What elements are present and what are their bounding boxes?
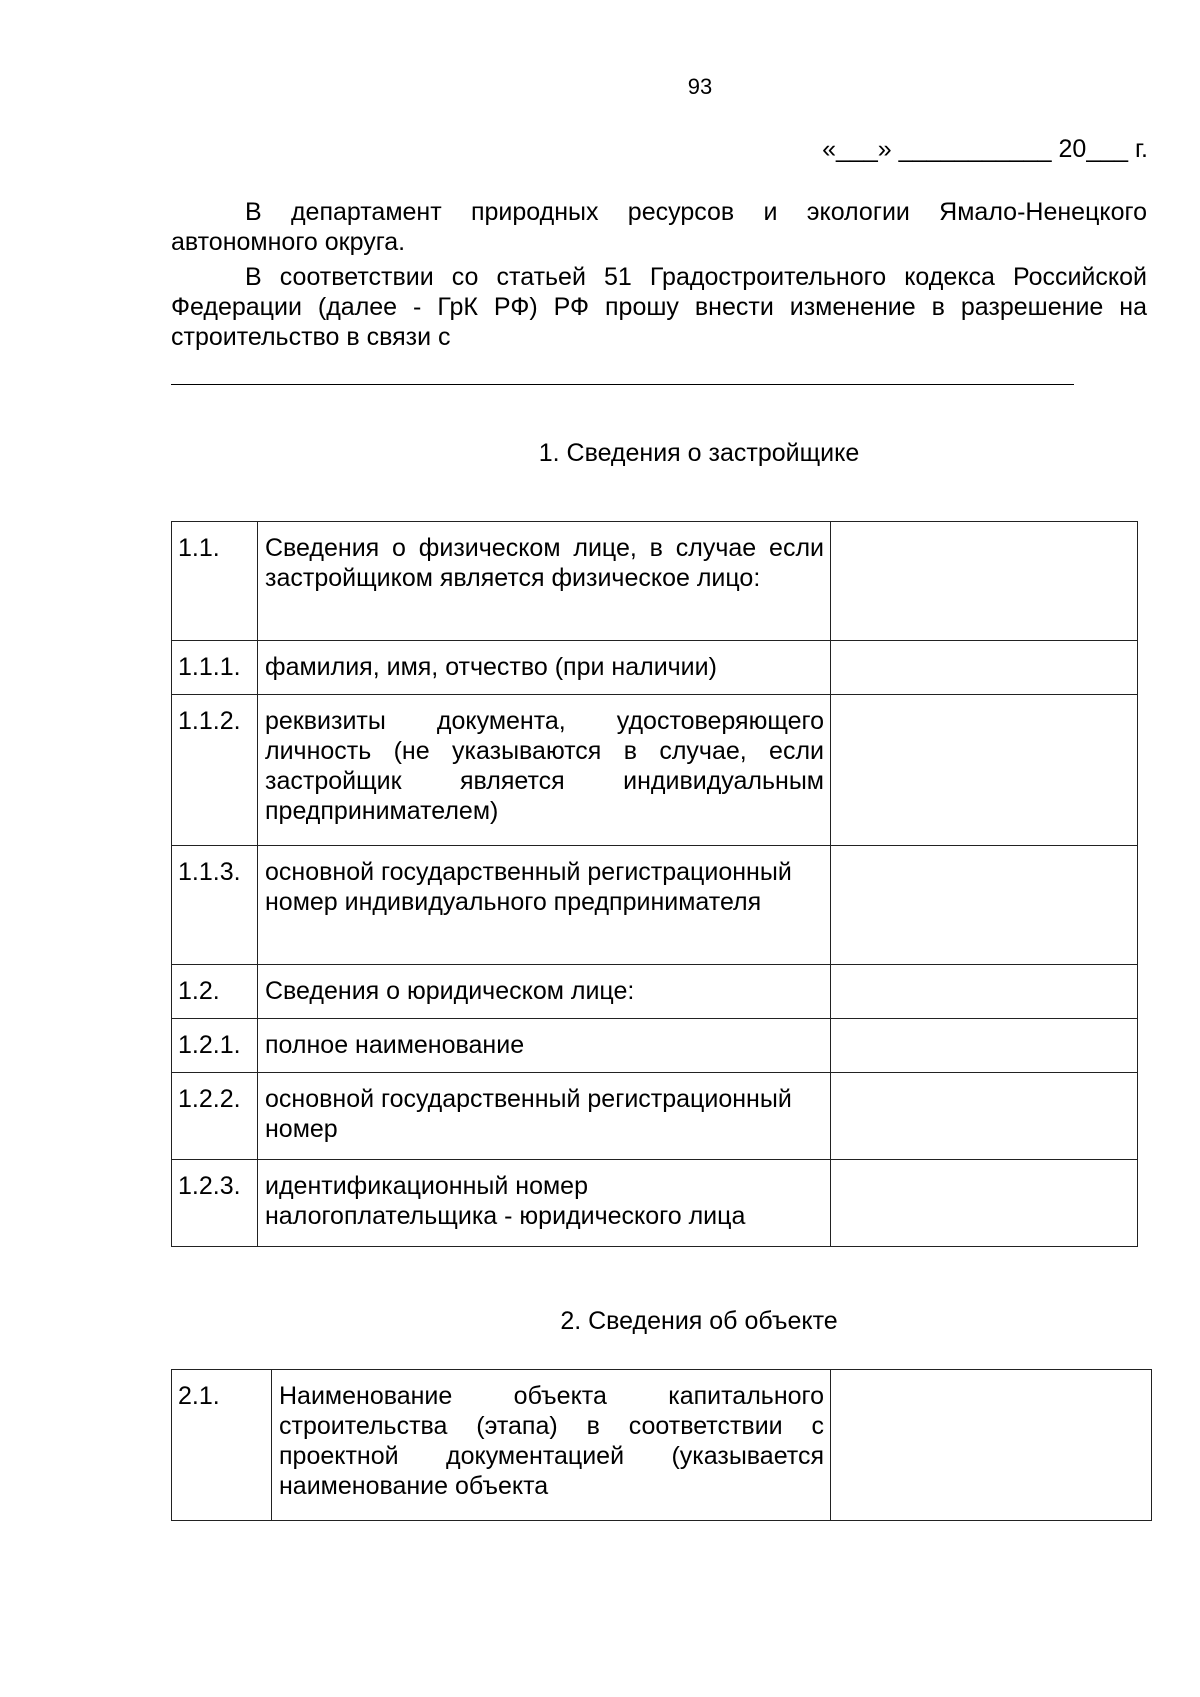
value-cell[interactable]	[831, 522, 1138, 641]
row-number: 1.2.	[172, 965, 258, 1019]
value-cell[interactable]	[831, 1019, 1138, 1073]
row-number: 2.1.	[172, 1370, 272, 1521]
row-number: 1.1.3.	[172, 846, 258, 965]
table-row	[172, 846, 1138, 965]
table-row	[172, 641, 1138, 695]
value-cell[interactable]	[831, 695, 1138, 846]
table-row	[172, 522, 1138, 641]
row-number: 1.1.2.	[172, 695, 258, 846]
section-2-title: 2. Сведения об объекте	[560, 1307, 838, 1335]
row-number: 1.2.3.	[172, 1160, 258, 1247]
value-cell[interactable]	[831, 1160, 1138, 1247]
row-number: 1.2.2.	[172, 1073, 258, 1160]
row-label: реквизиты документа, удостоверяющего личность (не указываются в случае, если застройщик является индивидуальным предпринимателем)	[258, 695, 831, 846]
developer-info-table	[171, 521, 1138, 1247]
row-label: основной государственный регистрационный номер	[258, 1073, 831, 1160]
date-line: «___» ___________ 20___ г.	[822, 135, 1148, 163]
row-number: 1.2.1.	[172, 1019, 258, 1073]
value-cell[interactable]	[831, 1370, 1152, 1521]
request-paragraph: В соответствии со статьей 51 Градостроительного кодекса Российской Федерации (далее - ГрК РФ) РФ прошу внести изменение в разрешение на строительство в связи с	[171, 263, 1147, 351]
table-row	[172, 695, 1138, 846]
value-cell[interactable]	[831, 1073, 1138, 1160]
value-cell[interactable]	[831, 965, 1138, 1019]
value-cell[interactable]	[831, 641, 1138, 695]
row-label: полное наименование	[258, 1019, 831, 1073]
table-row	[172, 1160, 1138, 1247]
section-1-title: 1. Сведения о застройщике	[538, 439, 860, 467]
value-cell[interactable]	[831, 846, 1138, 965]
table-row	[172, 965, 1138, 1019]
object-info-table	[171, 1369, 1152, 1521]
reason-blank-line	[171, 384, 1074, 385]
row-label: идентификационный номер налогоплательщика - юридического лица	[258, 1160, 831, 1247]
row-label: Наименование объекта капитального строительства (этапа) в соответствии с проектной документацией (указывается наименование объекта	[272, 1370, 831, 1521]
addressee-paragraph: В департамент природных ресурсов и экологии Ямало-Ненецкого автономного округа.	[171, 198, 1147, 256]
table-row	[172, 1019, 1138, 1073]
page-number: 93	[687, 74, 713, 99]
table-row	[172, 1370, 1152, 1521]
row-label: основной государственный регистрационный номер индивидуального предпринимателя	[258, 846, 831, 965]
table-row	[172, 1073, 1138, 1160]
row-number: 1.1.	[172, 522, 258, 641]
row-label: Сведения о юридическом лице:	[258, 965, 831, 1019]
row-number: 1.1.1.	[172, 641, 258, 695]
row-label: Сведения о физическом лице, в случае если застройщиком является физическое лицо:	[258, 522, 831, 641]
row-label: фамилия, имя, отчество (при наличии)	[258, 641, 831, 695]
